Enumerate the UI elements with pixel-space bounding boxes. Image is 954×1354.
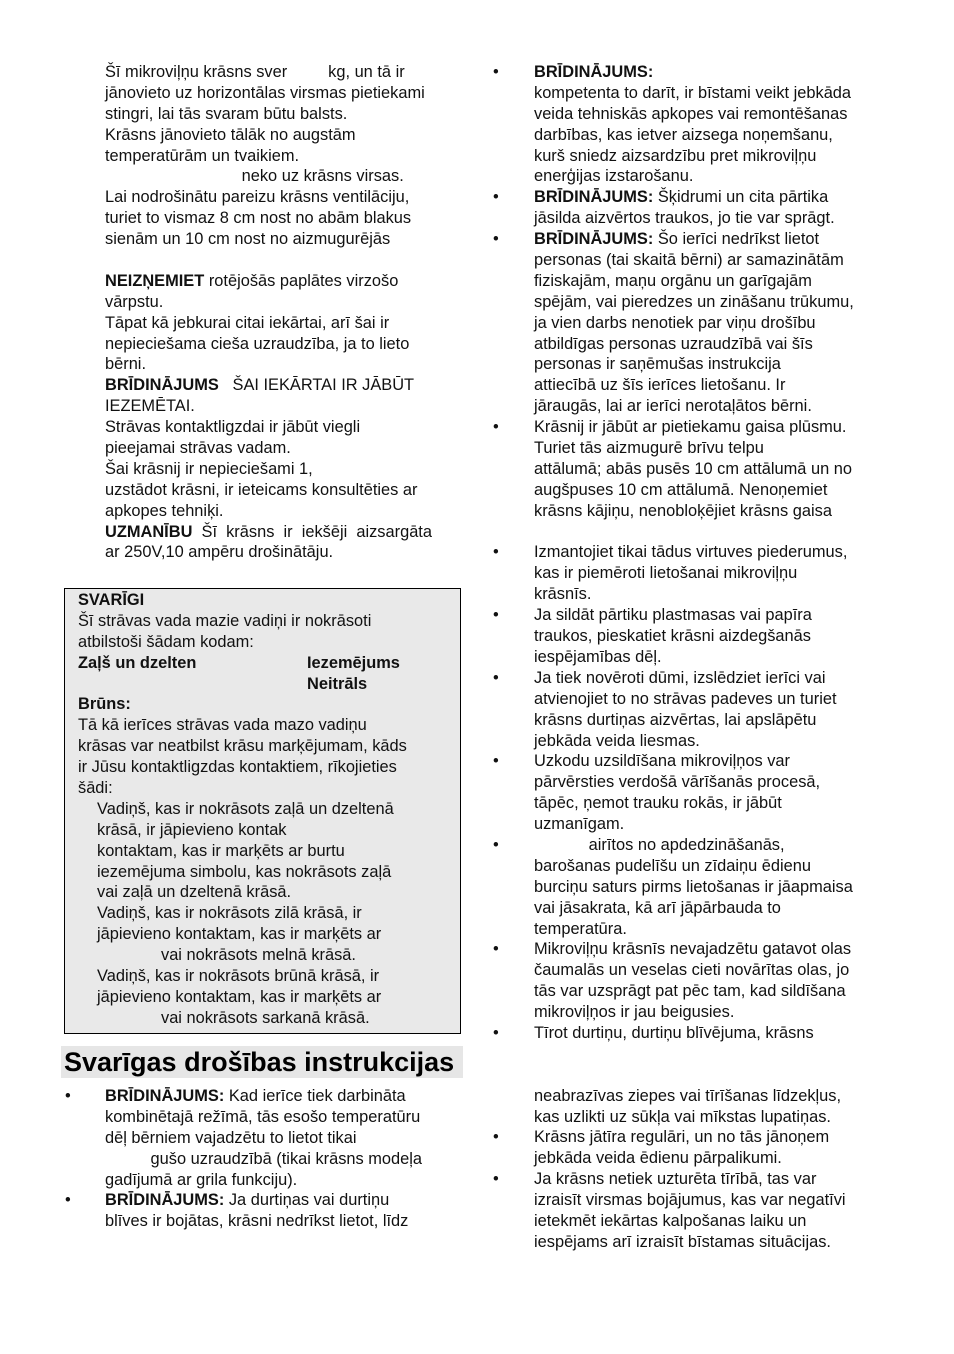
bullet-line: kompetenta to darīt, ir bīstami veikt jebkāda [534, 83, 852, 102]
left-line: temperatūrām un tvaikiem. [105, 146, 300, 165]
important-box [64, 588, 461, 1034]
rule-line: kontaktam, kas ir marķēts ar burtu [97, 841, 345, 860]
bullet-icon: • [493, 63, 499, 81]
bullet-line: jāraugās, lai ar ierīci nerotaļātos bērni. [534, 397, 812, 416]
bullet-line: burciņu saturs pirms lietošanas ir jāapmaisa [534, 877, 853, 896]
bullet-icon: • [493, 543, 499, 562]
bullet-line: jāsilda aizvērtos traukos, jo tie var sprāgt. [534, 209, 835, 228]
bullet-text: Krāsnij ir jābūt ar pietiekamu gaisa plūsmu. [534, 418, 847, 437]
bullet-line: attiecībā uz šīs ierīces lietošanu. Ir [534, 376, 786, 395]
bullet-label: BRĪDINĀJUMS: [534, 188, 654, 207]
rule-line: krāsā, ir jāpievieno kontak [97, 820, 287, 839]
rule-line: Vadiņš, kas ir nokrāsots zaļā un dzeltenā [97, 799, 394, 818]
bullet-icon: • [493, 668, 499, 687]
bullet-item [493, 605, 896, 668]
rule-line: jāpievieno kontaktam, kas ir marķēts ar [97, 925, 382, 944]
bullet-line: iespējamības dēļ. [534, 647, 662, 666]
left-line: stingri, lai tās svaram būtu balsts. [105, 104, 348, 123]
bullet-line: atvienojiet to no strāvas padeves un turiet [534, 689, 837, 708]
bullet-line: krāsnīs. [534, 585, 592, 604]
bullet-icon: • [65, 1087, 71, 1105]
bullet-item [493, 835, 896, 939]
bullet-line: augšpuses 10 cm attālumā. Nenoņemiet [534, 480, 828, 499]
bullet-item [493, 229, 896, 417]
bullet-line: ja vien darbs nenotiek par viņu drošību [534, 313, 816, 332]
left-line: bērni. [105, 355, 147, 374]
bullet-line: ietekmēt iekārtas kalpošanas laiku un [534, 1211, 807, 1230]
bullet-line: dēļ bērniem vajadzētu to lietot tikai [105, 1128, 357, 1147]
rule-line: Vadiņš, kas ir nokrāsots zilā krāsā, ir [97, 904, 362, 923]
left-line: jānovieto uz horizontālas virsmas pietiekami [105, 83, 425, 102]
bullet-text: Kad ierīce tiek darbināta [224, 1087, 406, 1105]
right-bullet-list [493, 62, 896, 1253]
bullet-line [534, 751, 896, 772]
bullet-text: Tīrot durtiņu, durtiņu blīvējuma, krāsns [534, 1023, 814, 1042]
bullet-label: BRĪDINĀJUMS: [534, 230, 654, 249]
bullet-icon: • [65, 1191, 71, 1210]
left-line: Krāsns jānovieto tālāk no augstām [105, 125, 356, 144]
left-line: sienām un 10 cm nost no aizmugurējās [105, 230, 391, 249]
left-line-rest: ŠAI IEKĀRTAI IR JĀBŪT [218, 376, 415, 395]
bullet-line: izraisīt virsmas bojājumus, kas var negatīvi [534, 1191, 846, 1210]
bullet-line: personas (tai skaitā bērni) ar samazinātām [534, 251, 844, 270]
bullet-item [493, 62, 896, 187]
bullet-line: traukos, pieskatiet krāsni aizdegšanās [534, 627, 811, 646]
bullet-line: kas uzlikti uz sūkļa vai mīkstas lupatiņas. [534, 1107, 831, 1126]
left-line: ar 250V,10 ampēru drošinātāju. [105, 543, 334, 562]
bullet-line [534, 1044, 896, 1065]
bullet-line [534, 417, 896, 438]
bullet-label: BRĪDINĀJUMS: [534, 63, 654, 81]
rule-line: jāpievieno kontaktam, kas ir marķēts ar [97, 987, 382, 1006]
rule-line: vai nokrāsots sarkanā krāsā. [161, 1008, 370, 1027]
bullet-line [534, 835, 896, 856]
bullet-line: iespējams arī izraisīt bīstamas situācijas. [534, 1232, 831, 1251]
bullet-line: gadījumā ar grila funkciju). [105, 1170, 298, 1189]
rule-line: vai zaļā un dzeltenā krāsā. [97, 883, 292, 902]
box-line: Šī strāvas vada mazie vadiņi ir nokrāsoti [78, 611, 372, 630]
bullet-line [534, 1127, 896, 1148]
left-line: Šī mikroviļņu krāsns sver kg, un tā ir [105, 63, 405, 81]
bullet-line: tās var uzsprāgt pat pēc tam, kad sildīšana [534, 982, 846, 1001]
bullet-line: uzmanīgam. [534, 815, 625, 834]
bullet-line: neabrazīvas ziepes vai tīrīšanas līdzekļus, [534, 1086, 842, 1105]
bullet-line: enerģijas izstarošanu. [534, 167, 694, 186]
box-line: ir Jūsu kontaktligzdas kontaktiem, rīkojieties [78, 758, 397, 777]
bullet-text: Uzkodu uzsildīšana mikroviļņos var [534, 752, 790, 771]
box-line: šādi: [78, 779, 113, 798]
bullet-line [105, 1086, 465, 1107]
box-line: Tā kā ierīces strāvas vada mazo vadiņu [78, 716, 367, 735]
bullet-line: vai jāsakrata, kā arī jāpārbauda to [534, 898, 781, 917]
left-line: Lai nodrošinātu pareizu krāsns ventilāciju, [105, 188, 410, 207]
bullet-line [534, 62, 896, 83]
bullet-line [534, 187, 896, 208]
bullet-line [534, 668, 896, 689]
bullet-line: čaumalās un veselas cieti novārītas olas, jo [534, 961, 850, 980]
left-line: vārpstu. [105, 292, 164, 311]
bullet-icon: • [493, 418, 499, 437]
bullet-icon: • [493, 1170, 499, 1189]
left-line: Šai krāsnij ir nepieciešami 1, [105, 459, 313, 478]
bullet-text: Ja tiek novēroti dūmi, izslēdziet ierīci vai [534, 668, 826, 687]
bullet-line: krāsns durtiņas aizvērtas, lai apslāpētu [534, 710, 817, 729]
bullet-line: fiziskajām, maņu orgānu un garīgajām [534, 271, 812, 290]
bullet-item [65, 1190, 465, 1232]
bullet-line: pārvērsties verdošā vārīšanās procesā, [534, 773, 821, 792]
bullet-text: Mikroviļņu krāsnīs nevajadzētu gatavot olas [534, 940, 852, 959]
bullet-item [493, 668, 896, 752]
wire-code-neutral: Neitrāls [307, 674, 368, 693]
left-line [105, 522, 467, 543]
bullet-line: atbildīgas personas uzraudzībā vai šīs [534, 334, 813, 353]
box-title: SVARĪGI [78, 591, 145, 609]
bullet-icon: • [493, 752, 499, 771]
bullet-item [493, 187, 896, 229]
left-line-rest: rotējošās paplātes virzošo [204, 271, 399, 290]
bullet-line [105, 1190, 465, 1211]
bullet-icon: • [493, 940, 499, 959]
bullet-line [534, 229, 896, 250]
bullet-item [65, 1086, 465, 1190]
box-line: krāsas var neatbilst krāsu marķējumam, kāds [78, 737, 407, 756]
left-line: Strāvas kontaktligzdai ir jābūt viegli [105, 418, 361, 437]
bullet-line: personas ir saņēmušas instrukcija [534, 355, 781, 374]
bullet-line [534, 542, 896, 563]
left-line: IEZEMĒTAI. [105, 397, 195, 416]
bullet-line: Turiet tās aizmugurē brīvu telpu [534, 439, 764, 458]
bullet-line [534, 1023, 896, 1044]
bullet-line: kombinētajā režīmā, tās esošo temperatūru [105, 1107, 421, 1126]
left-line-rest: Šī krāsns ir iekšēji aizsargāta [192, 522, 432, 541]
bullet-line: veida tehniskās apkopes vai remontēšanas [534, 104, 848, 123]
bullet-line: blīves ir bojātas, krāsni nedrīkst lietot, līdz [105, 1212, 409, 1231]
bullet-text: Šo ierīci nedrīkst lietot [653, 230, 820, 249]
bullet-line: barošanas pudelīšu un zīdaiņu ēdienu [534, 856, 812, 875]
bullet-item [493, 542, 896, 605]
bullet-line: tāpēc, ņemot trauku rokās, ir jābūt [534, 794, 782, 813]
remove-warning-label: NEIZŅEMIET [105, 271, 205, 290]
bullet-text: Ja krāsns netiek uzturēta tīrībā, tas var [534, 1170, 817, 1189]
bullet-item [493, 1169, 896, 1253]
bullet-line: jebkāda veida liesmas. [534, 731, 700, 750]
section-heading: Svarīgas drošības instrukcijas [61, 1046, 463, 1078]
bullet-line: darbības, kas ietver aizsega noņemšanu, [534, 125, 833, 144]
box-line: atbilstoši šādam kodam: [78, 632, 254, 651]
bullet-label: BRĪDINĀJUMS: [105, 1191, 225, 1210]
bullet-line: temperatūra. [534, 919, 627, 938]
bullet-line: spējām, vai pieredzes un zināšanu trūkumu, [534, 292, 854, 311]
bullet-icon: • [493, 835, 499, 854]
warning-label: BRĪDINĀJUMS [105, 376, 219, 395]
bullet-icon: • [493, 1128, 499, 1147]
rule-line: Vadiņš, kas ir nokrāsots brūnā krāsā, ir [97, 967, 380, 986]
left-line: pieejamai strāvas vadam. [105, 439, 291, 458]
bullet-text: Izmantojiet tikai tādus virtuves piederumus, [534, 543, 848, 562]
left-column [105, 62, 467, 563]
left-bullet-list [65, 1086, 465, 1232]
bullet-item [493, 417, 896, 542]
bullet-icon: • [493, 1023, 499, 1042]
bullet-line [534, 605, 896, 626]
bullet-label: BRĪDINĀJUMS: [105, 1087, 225, 1105]
attention-label: UZMANĪBU [105, 522, 193, 541]
left-line: turiet to vismaz 8 cm nost no abām blakus [105, 209, 412, 228]
bullet-line [534, 522, 896, 543]
bullet-icon: • [493, 188, 499, 207]
left-line [105, 375, 467, 396]
rule-line: iezemējuma simbolu, kas nokrāsots zaļā [97, 862, 392, 881]
left-line [105, 271, 467, 292]
bullet-line: mikroviļņos ir jau beigusies. [534, 1003, 735, 1022]
bullet-item [493, 1127, 896, 1169]
left-line: apkopes tehniķi. [105, 501, 224, 520]
bullet-text: Šķidrumi un cita pārtika [653, 188, 829, 207]
left-line: uzstādot krāsni, ir ieteicams konsultēties ar [105, 480, 418, 499]
bullet-line: kas ir piemēroti lietošanai mikroviļņu [534, 564, 798, 583]
bullet-line: attālumā; abās pusēs 10 cm attālumā un no [534, 459, 852, 478]
bullet-line: kurš sniedz aizsardzību pret mikroviļņu [534, 146, 817, 165]
bullet-line [534, 1169, 896, 1190]
left-line: nepieciešama cieša uzraudzība, ja to lieto [105, 334, 410, 353]
bullet-line [534, 1065, 896, 1086]
bullet-text: Ja sildāt pārtiku plastmasas vai papīra [534, 606, 812, 625]
bullet-icon: • [493, 606, 499, 625]
bullet-item [493, 1023, 896, 1127]
bullet-line: krāsns kājiņu, nenobloķējiet krāsns gaisa [534, 501, 832, 520]
bullet-line [534, 939, 896, 960]
left-line: Tāpat kā jebkurai citai iekārtai, arī šai ir [105, 313, 390, 332]
bullet-line: jebkāda veida ēdienu pārpalikumi. [534, 1149, 782, 1168]
wire-code-live: Brūns: [78, 695, 131, 714]
bullet-item [493, 939, 896, 1023]
bullet-item [493, 751, 896, 835]
bullet-icon: • [493, 230, 499, 249]
bullet-text: airītos no apdedzināšanās, [534, 835, 785, 854]
bullet-text: Krāsns jātīra regulāri, un no tās jānoņem [534, 1128, 830, 1147]
bullet-text: Ja durtiņas vai durtiņu [224, 1191, 390, 1210]
left-line: neko uz krāsns virsas. [105, 167, 404, 186]
bullet-line: gušo uzraudzībā (tikai krāsns modeļa [105, 1149, 423, 1168]
rule-line: vai nokrāsots melnā krāsā. [161, 946, 356, 965]
wire-code-earth: Zaļš un dzelten Iezemējums [78, 653, 400, 672]
